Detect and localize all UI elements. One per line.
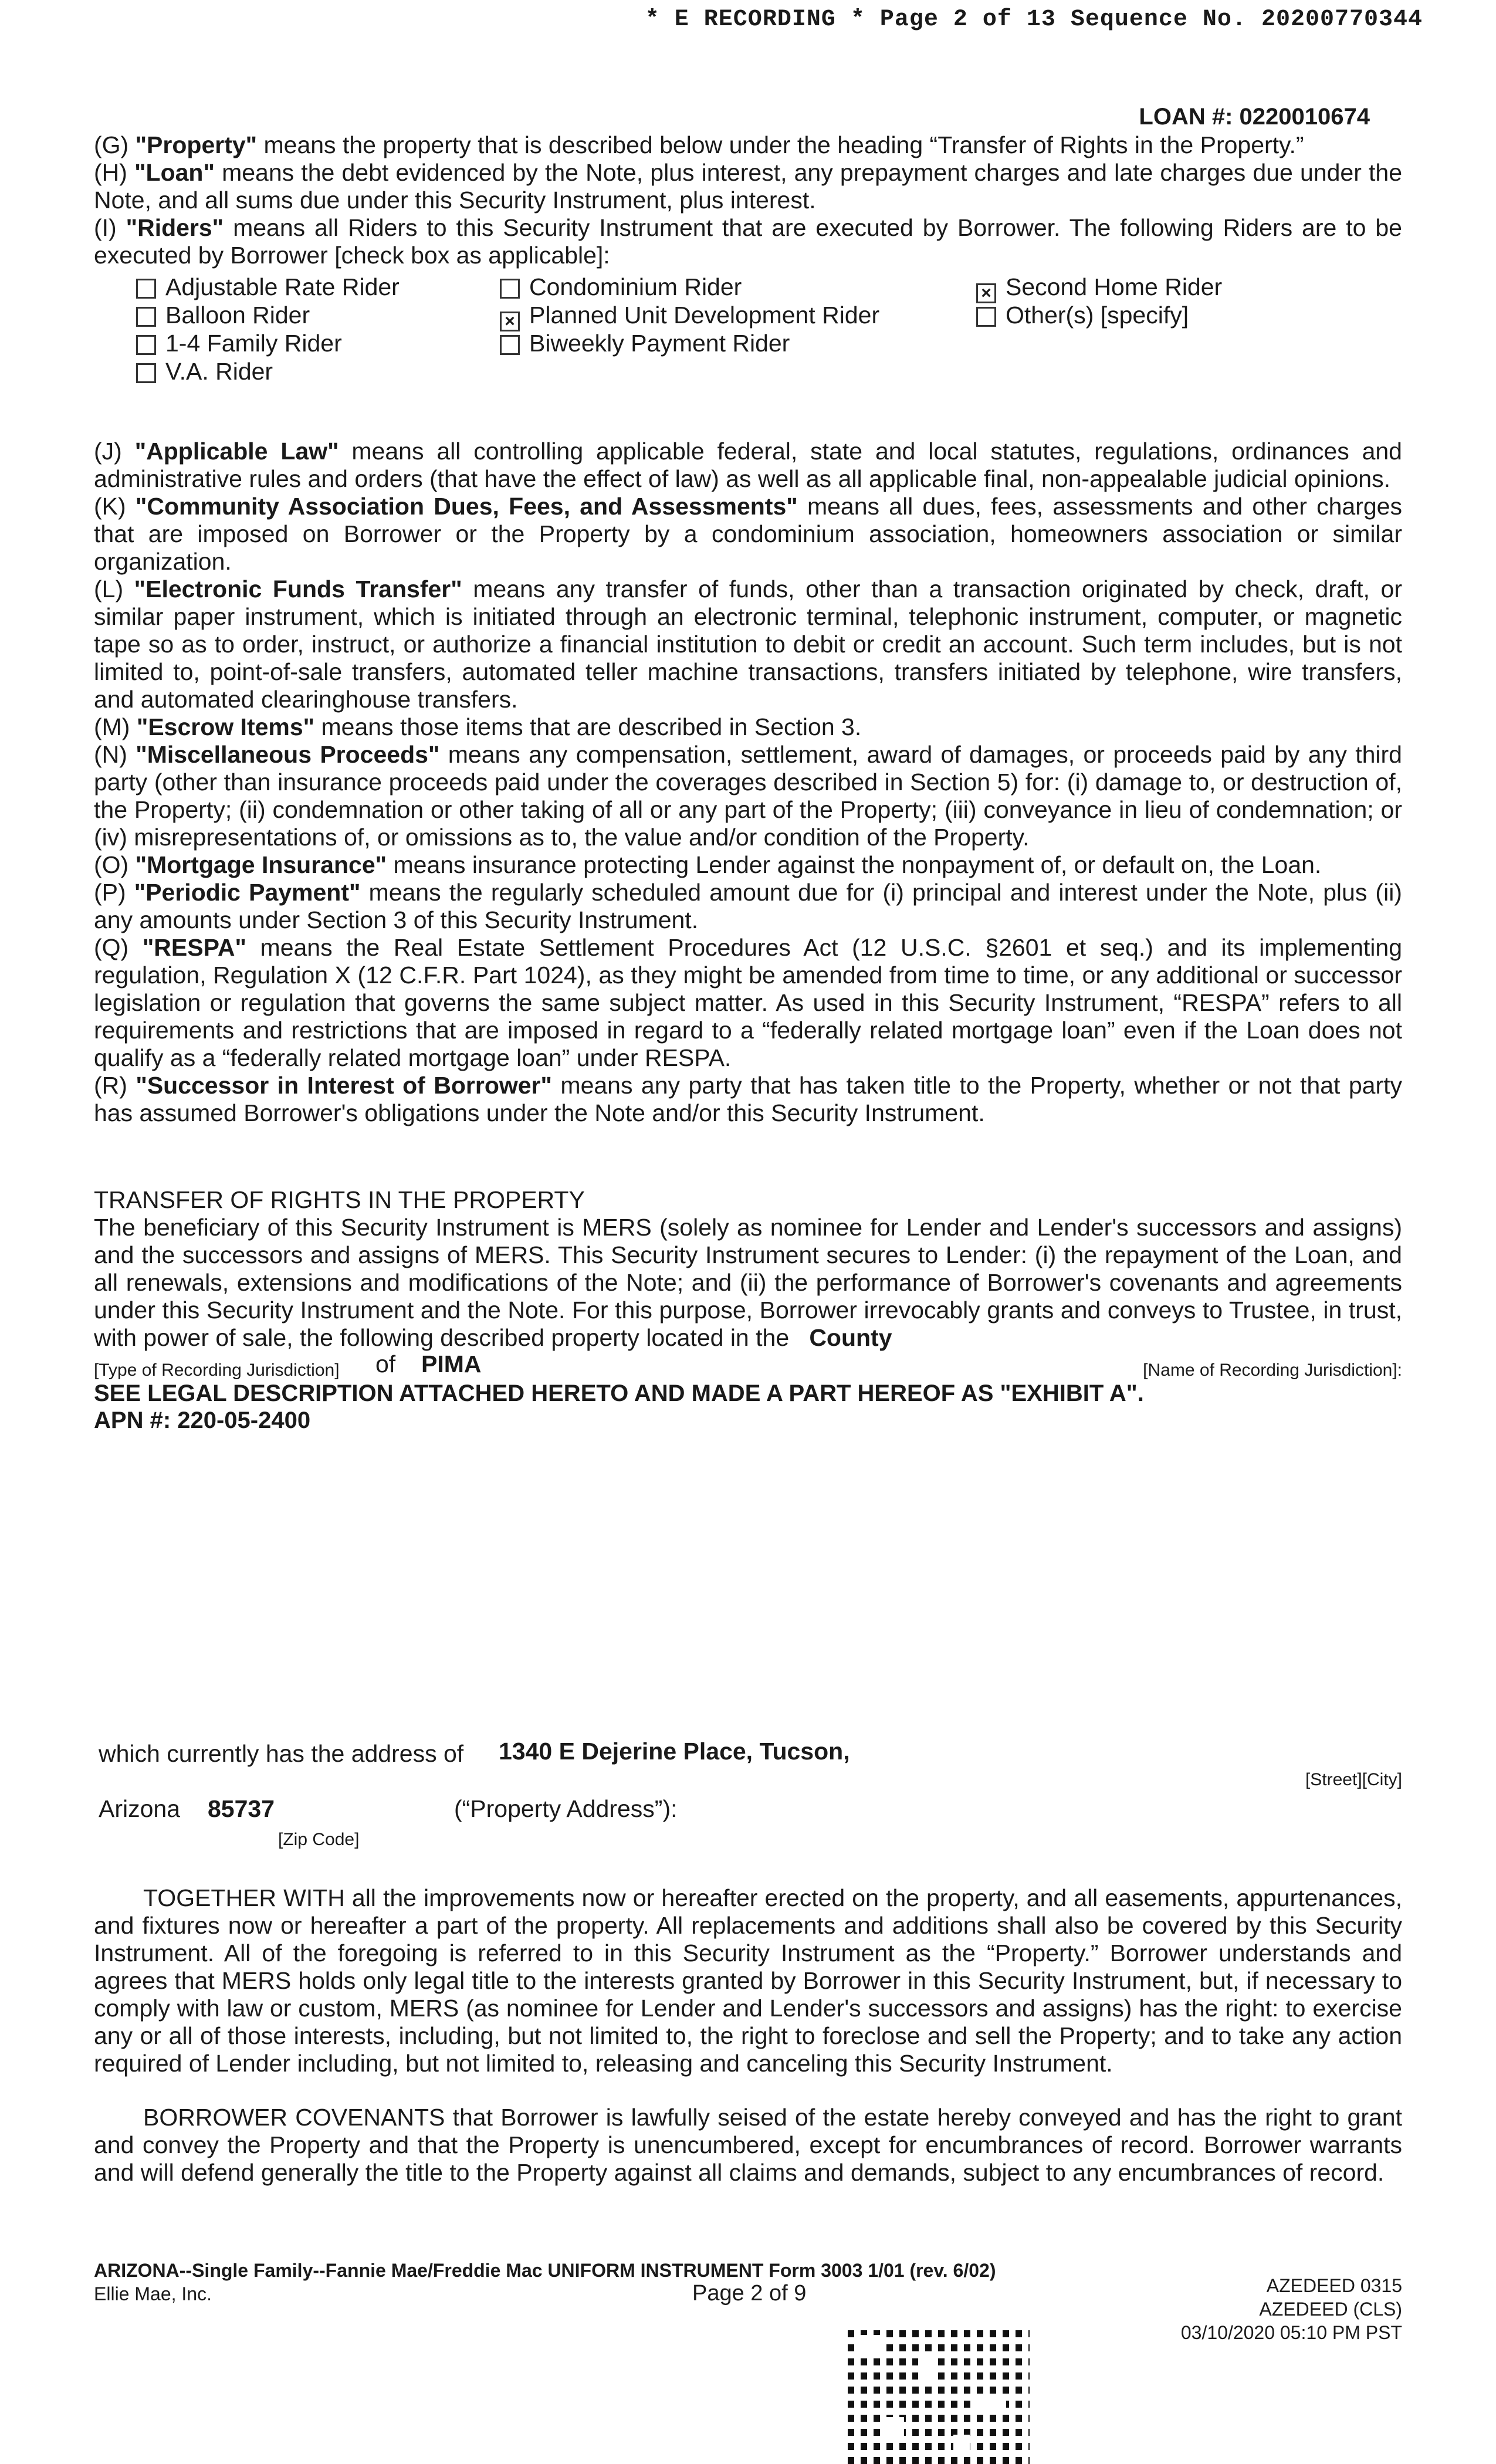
street-city: 1340 E Dejerine Place, Tucson,	[499, 1738, 850, 1765]
recording-header: * E RECORDING * Page 2 of 13 Sequence No. 20200770344	[645, 6, 1423, 33]
zip-code-label: [Zip Code]	[278, 1830, 360, 1849]
definitions-main	[94, 438, 1402, 1127]
def-h: (H) "Loan" means the debt evidenced by the Note, plus interest, any prepayment charges and late charges due under the Note, and all sums due under this Security Instrument, plus interest.	[94, 159, 1402, 214]
form-code-2: AZEDEED (CLS)	[1259, 2299, 1402, 2320]
address-intro: which currently has the address of	[99, 1740, 464, 1767]
rider-biweekly-payment[interactable]: Biweekly Payment Rider	[500, 330, 790, 357]
form-description: ARIZONA--Single Family--Fannie Mae/Freddie Mac UNIFORM INSTRUMENT Form 3003 1/01 (rev. 6/02)	[94, 2260, 996, 2281]
recording-type-label: [Type of Recording Jurisdiction]	[94, 1360, 340, 1380]
def-p: (P) "Periodic Payment" means the regularly scheduled amount due for (i) principal and interest under the Note, plus (ii) any amounts under Section 3 of this Security Instrument.	[94, 879, 1402, 933]
transfer-text: The beneficiary of this Security Instrument is MERS (solely as nominee for Lender and Lender's successors and assigns) and the successors and assigns of MERS. This Security Instrument secures to Lender: (i) the repayment of the Loan, and all renewals, extensions and modifications of the Note; and (ii) the performance of Borrower's covenants and agreements under this Security Instrument and the Note. For this purpose, Borrower irrevocably grants and conveys to Trustee, in trust, with power of sale, the following described property located in the County	[94, 1214, 1402, 1351]
property-address-label: (“Property Address”):	[454, 1795, 678, 1822]
rider-1-4-family[interactable]: 1-4 Family Rider	[136, 330, 342, 357]
rider-other[interactable]: Other(s) [specify]	[976, 302, 1189, 329]
checkbox-icon[interactable]	[136, 279, 156, 299]
loan-number: LOAN #: 0220010674	[1139, 104, 1370, 130]
def-o: (O) "Mortgage Insurance" means insurance protecting Lender against the nonpayment of, or default on, the Loan.	[94, 851, 1322, 878]
rider-second-home[interactable]: × Second Home Rider	[976, 273, 1222, 303]
borrower-covenants-section	[94, 2104, 1402, 2187]
def-r: (R) "Successor in Interest of Borrower" means any party that has taken title to the Property, whether or not that party has assumed Borrower's obligations under the Note and/or this Security Instrument.	[94, 1072, 1402, 1126]
def-l: (L) "Electronic Funds Transfer" means any transfer of funds, other than a transaction originated by check, draft, or similar paper instrument, which is initiated through an electronic terminal, telephonic instrument, computer, or magnetic tape so as to order, instruct, or authorize a financial institution to debit or credit an account. Such term includes, but is not limited to, point-of-sale transfers, automated teller machine transactions, transfers initiated by telephone, wire transfers, and automated clearinghouse transfers.	[94, 576, 1402, 713]
def-k: (K) "Community Association Dues, Fees, and Assessments" means all dues, fees, assessments and other charges that are imposed on Borrower or the Property by a condominium association, homeowners association or similar organization.	[94, 493, 1402, 575]
form-codes	[1181, 2274, 1402, 2344]
transfer-section	[94, 1186, 1402, 1352]
recording-jurisdiction: PIMA	[421, 1351, 482, 1377]
transfer-heading: TRANSFER OF RIGHTS IN THE PROPERTY	[94, 1186, 585, 1213]
rider-balloon[interactable]: Balloon Rider	[136, 302, 310, 329]
checkbox-checked-icon[interactable]: ×	[500, 312, 520, 331]
def-g: (G) "Property" means the property that is described below under the heading “Transfer of Rights in the Property.”	[94, 131, 1304, 158]
rider-planned-unit-development[interactable]: × Planned Unit Development Rider	[500, 302, 879, 331]
def-q: (Q) "RESPA" means the Real Estate Settlement Procedures Act (12 U.S.C. §2601 et seq.) and its implementing regulation, Regulation X (12 C.F.R. Part 1024), as they might be amended from time to time, or any additional or successor legislation or regulation that governs the same subject matter. As used in this Security Instrument, “RESPA” refers to all requirements and restrictions that are imposed in regard to a “federally related mortgage loan” even if the Loan does not qualify as a “federally related mortgage loan” under RESPA.	[94, 934, 1402, 1071]
borrower-covenants-text: BORROWER COVENANTS that Borrower is lawfully seised of the estate hereby conveyed and has the right to grant and convey the Property and that the Property is unencumbered, except for encumbrances of record. Borrower warrants and will defend generally the title to the Property against all claims and demands, subject to any encumbrances of record.	[94, 2104, 1402, 2186]
def-m: (M) "Escrow Items" means those items that are described in Section 3.	[94, 713, 862, 740]
def-n: (N) "Miscellaneous Proceeds" means any compensation, settlement, award of damages, or proceeds paid by any third party (other than insurance proceeds paid under the coverages described in Section 5) for: (i) damage to, or destruction of, the Property; (ii) condemnation or other taking of all or any part of the Property; (iii) conveyance in lieu of condemnation; or (iv) misrepresentations of, or omissions as to, the value and/or condition of the Property.	[94, 741, 1402, 851]
county-label: County	[809, 1324, 892, 1351]
vendor-name: Ellie Mae, Inc.	[94, 2283, 212, 2304]
together-with-text: TOGETHER WITH all the improvements now or hereafter erected on the property, and all easements, appurtenances, and fixtures now or hereafter a part of the property. All replacements and additions shall also be covered by this Security Instrument. All of the foregoing is referred to in this Security Instrument as the “Property.” Borrower understands and agrees that MERS holds only legal title to the interests granted by Borrower in this Security Instrument, but, if necessary to comply with law or custom, MERS (as nominee for Lender and Lender's successors and assigns) has the right: to exercise any or all of those interests, including, but not limited to, the right to foreclose and sell the Property; and to take any action required of Lender including, but not limited to, releasing and canceling this Security Instrument.	[94, 1884, 1402, 2077]
checkbox-icon[interactable]	[976, 307, 996, 327]
print-timestamp: 03/10/2020 05:10 PM PST	[1180, 2322, 1402, 2343]
state: Arizona	[99, 1795, 181, 1822]
checkbox-icon[interactable]	[136, 307, 156, 327]
page-number: Page 2 of 9	[692, 2281, 807, 2306]
rider-condominium[interactable]: Condominium Rider	[500, 273, 742, 301]
form-code-1: AZEDEED 0315	[1266, 2275, 1402, 2296]
definitions-top	[94, 131, 1402, 269]
rider-adjustable-rate[interactable]: Adjustable Rate Rider	[136, 273, 400, 301]
checkbox-checked-icon[interactable]: ×	[976, 283, 996, 303]
apn-number: APN #: 220-05-2400	[94, 1407, 311, 1433]
zip-code: 85737	[208, 1795, 275, 1822]
street-city-label: [Street][City]	[1305, 1770, 1402, 1789]
checkbox-icon[interactable]	[500, 335, 520, 355]
checkbox-icon[interactable]	[500, 279, 520, 299]
rider-va[interactable]: V.A. Rider	[136, 358, 273, 385]
legal-description: SEE LEGAL DESCRIPTION ATTACHED HERETO AND MADE A PART HEREOF AS "EXHIBIT A".	[94, 1380, 1144, 1406]
def-i: (I) "Riders" means all Riders to this Security Instrument that are executed by Borrower. The following Riders are to be executed by Borrower [check box as applicable]:	[94, 214, 1402, 269]
recording-name-label: [Name of Recording Jurisdiction]:	[1143, 1360, 1402, 1380]
checkbox-icon[interactable]	[136, 335, 156, 355]
def-j: (J) "Applicable Law" means all controlling applicable federal, state and local statutes, regulations, ordinances and administrative rules and orders (that have the effect of law) as well as all applicable final, non-appealable judicial opinions.	[94, 438, 1402, 492]
barcode-icon	[848, 2323, 1030, 2464]
together-with-section	[94, 1884, 1402, 2077]
of-label: of	[375, 1351, 396, 1377]
checkbox-icon[interactable]	[136, 363, 156, 383]
